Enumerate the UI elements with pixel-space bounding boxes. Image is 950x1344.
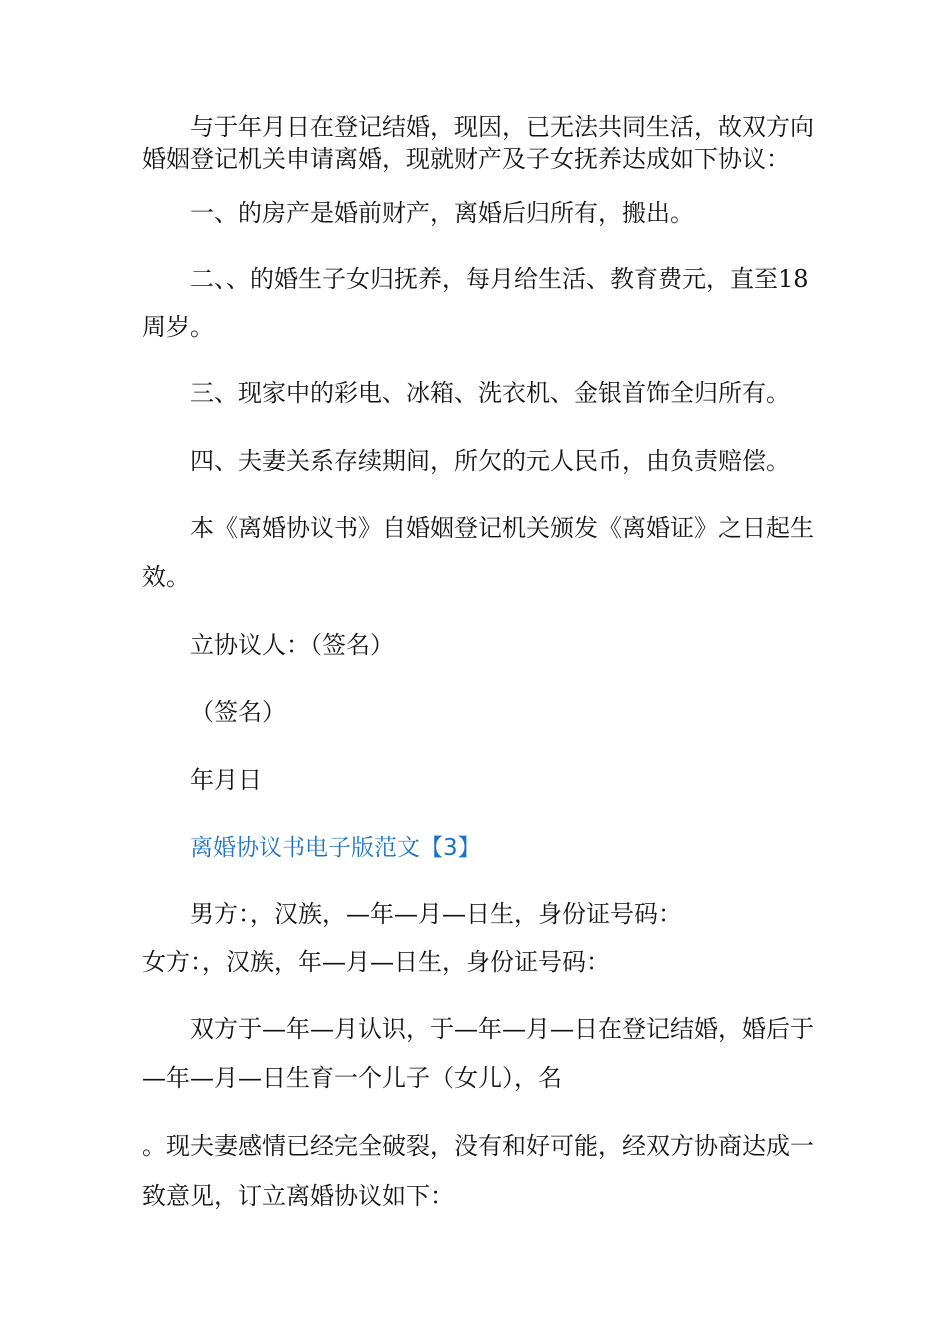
male-party-line: 男方：，汉族，—年—月—日生，身份证号码： bbox=[190, 900, 682, 928]
intro-paragraph-line-1: 与于年月日在登记结婚，现因，已无法共同生活，故双方向 bbox=[190, 113, 814, 141]
agreement-paragraph-line-2: 致意见，订立离婚协议如下： bbox=[142, 1182, 454, 1210]
effective-clause-line-2: 效。 bbox=[142, 563, 190, 591]
date-line: 年月日 bbox=[190, 766, 262, 794]
clause-2-line-1: 二、、的婚生子女归抚养，每月给生活、教育费元，直至18 bbox=[190, 265, 809, 293]
background-paragraph-line-1: 双方于—年—月认识，于—年—月—日在登记结婚，婚后于 bbox=[190, 1015, 814, 1043]
background-paragraph-line-2: —年—月—日生育一个儿子（女儿），名 bbox=[142, 1064, 562, 1092]
signer-line-2: （签名） bbox=[190, 698, 286, 726]
clause-3: 三、现家中的彩电、冰箱、洗衣机、金银首饰全归所有。 bbox=[190, 379, 790, 407]
agreement-paragraph-line-1: 。现夫妻感情已经完全破裂，没有和好可能，经双方协商达成一 bbox=[142, 1132, 814, 1160]
clause-4: 四、夫妻关系存续期间，所欠的元人民币，由负责赔偿。 bbox=[190, 447, 790, 475]
clause-1: 一、的房产是婚前财产，离婚后归所有，搬出。 bbox=[190, 199, 694, 227]
signer-line-1: 立协议人：（签名） bbox=[190, 631, 394, 659]
clause-2-line-2: 周岁。 bbox=[142, 313, 214, 341]
effective-clause-line-1: 本《离婚协议书》自婚姻登记机关颁发《离婚证》之日起生 bbox=[190, 514, 814, 542]
intro-paragraph-line-2: 婚姻登记机关申请离婚，现就财产及子女抚养达成如下协议： bbox=[142, 145, 790, 173]
section-heading: 离婚协议书电子版范文【3】 bbox=[190, 835, 481, 861]
female-party-line: 女方：，汉族，年—月—日生，身份证号码： bbox=[142, 948, 610, 976]
